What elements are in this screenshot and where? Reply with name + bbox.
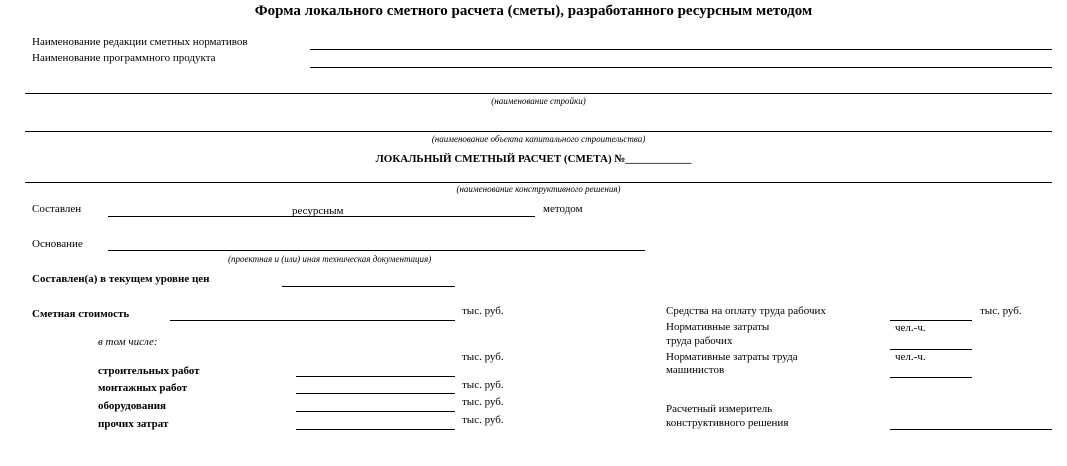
wages-unit: тыс. руб. xyxy=(980,305,1022,317)
construction-works-unit: тыс. руб. xyxy=(462,351,504,363)
compiled-suffix: методом xyxy=(543,203,583,215)
construction-caption: (наименование стройки) xyxy=(491,96,586,106)
other-costs-label: прочих затрат xyxy=(98,418,169,430)
other-costs-field[interactable] xyxy=(296,429,455,430)
construction-works-field[interactable] xyxy=(296,376,455,377)
other-costs-unit: тыс. руб. xyxy=(462,414,504,426)
constructive-field[interactable] xyxy=(25,182,1052,183)
wages-field[interactable] xyxy=(890,320,972,321)
software-field[interactable] xyxy=(310,67,1052,68)
installation-works-field[interactable] xyxy=(296,393,455,394)
price-level-field[interactable] xyxy=(282,286,455,287)
software-label: Наименование программного продукта xyxy=(32,52,216,64)
compiled-method-field[interactable] xyxy=(108,216,535,217)
meter-label-1: Расчетный измеритель xyxy=(666,403,773,415)
labor-workers-label-2: труда рабочих xyxy=(666,335,733,347)
equipment-label: оборудования xyxy=(98,400,166,412)
wages-label: Средства на оплату труда рабочих xyxy=(666,305,826,317)
norms-label: Наименование редакции сметных нормативов xyxy=(32,36,248,48)
equipment-unit: тыс. руб. xyxy=(462,396,504,408)
compiled-label: Составлен xyxy=(32,203,82,215)
price-level-label: Составлен(а) в текущем уровне цен xyxy=(32,273,210,285)
documentation-caption: (проектная и (или) иная техническая документация) xyxy=(228,254,432,264)
construction-works-label: строительных работ xyxy=(98,365,200,377)
installation-works-label: монтажных работ xyxy=(98,382,188,394)
meter-label-2: конструктивного решения xyxy=(666,417,789,429)
cost-unit: тыс. руб. xyxy=(462,305,504,317)
object-caption: (наименование объекта капитального строительства) xyxy=(431,134,646,144)
estimate-heading: ЛОКАЛЬНЫЙ СМЕТНЫЙ РАСЧЕТ (СМЕТА) №____________ xyxy=(375,153,692,165)
cost-label: Сметная стоимость xyxy=(32,308,130,320)
basis-field[interactable] xyxy=(108,250,645,251)
norms-field[interactable] xyxy=(310,49,1052,50)
labor-machinists-unit: чел.-ч. xyxy=(895,351,926,363)
basis-label: Основание xyxy=(32,238,83,250)
including-label: в том числе: xyxy=(98,336,158,348)
installation-works-unit: тыс. руб. xyxy=(462,379,504,391)
labor-machinists-label-2: машинистов xyxy=(666,364,725,376)
cost-field[interactable] xyxy=(170,320,455,321)
compiled-method-value: ресурсным xyxy=(292,205,344,217)
constructive-caption: (наименование конструктивного решения) xyxy=(456,184,621,194)
labor-machinists-field[interactable] xyxy=(890,377,972,378)
page-title: Форма локального сметного расчета (сметы), разработанного ресурсным методом xyxy=(254,3,813,19)
labor-machinists-label-1: Нормативные затраты труда xyxy=(666,351,798,363)
labor-workers-label-1: Нормативные затраты xyxy=(666,321,770,333)
labor-workers-unit: чел.-ч. xyxy=(895,322,926,334)
equipment-field[interactable] xyxy=(296,411,455,412)
object-field[interactable] xyxy=(25,131,1052,132)
construction-field[interactable] xyxy=(25,93,1052,94)
labor-workers-field[interactable] xyxy=(890,349,972,350)
meter-field[interactable] xyxy=(890,429,1052,430)
